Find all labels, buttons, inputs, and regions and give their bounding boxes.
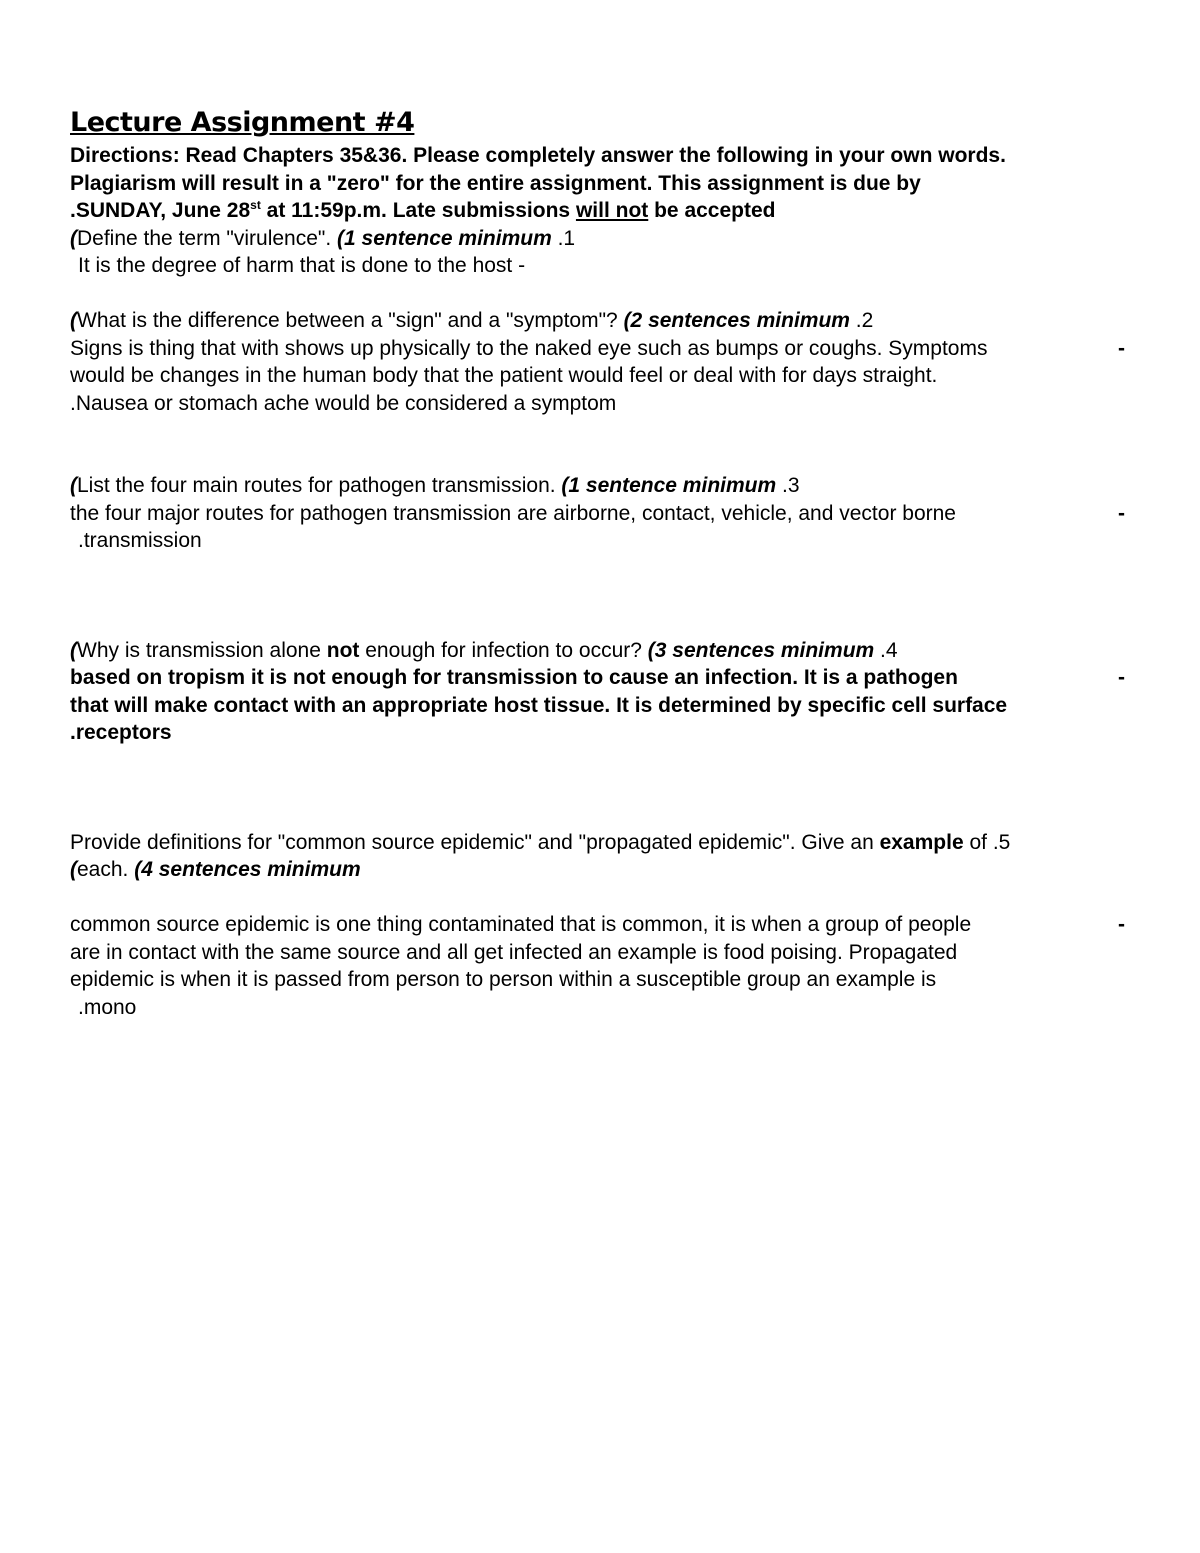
answer-3-dash: - [1118,501,1125,525]
q2-paren: ( [70,309,77,332]
q1-text: Define the term "virulence". [77,226,338,250]
q3-text: List the four main routes for pathogen transmission. [77,474,562,497]
answer-2-line-1 [70,335,1130,363]
answer-2-line-2: would be changes in the human body that the patient would feel or deal with for days straight. [70,364,938,387]
answer-5-line-2: are in contact with the same source and all get infected an example is food poising. Propagated [70,940,958,964]
question-2 [70,307,1130,335]
directions-line-1: Directions: Read Chapters 35&36. Please completely answer the following in your own words. [70,144,1006,167]
q2-text: What is the difference between a "sign" and a "symptom"? [77,309,624,332]
question-5-line-2 [70,856,1130,884]
question-5-line-1 [70,829,1130,857]
q4-min: (3 sentences minimum [647,638,875,662]
question-4 [70,637,1130,665]
question-3 [70,472,1130,500]
will-not-emphasis: will not [575,199,649,222]
accepted-text: be accepted [648,199,776,222]
answer-4-line-3: .receptors [70,721,172,744]
answer-4-line-1 [70,664,1130,692]
q4-paren: ( [70,638,77,662]
q1-paren: ( [70,226,77,250]
answer-5-dash: - [1118,913,1125,936]
q2-min: (2 sentences minimum [623,309,850,332]
answer-4-line-2: that will make contact with an appropriate host tissue. It is determined by specific cell surface [70,693,1008,717]
q3-number: .3 [776,474,800,497]
q3-paren: ( [70,474,77,497]
answer-3-line-1 [70,500,1130,528]
answer-5-line-1 [70,911,1130,939]
answer-2-dash: - [1118,336,1125,360]
answer-3-text-1: the four major routes for pathogen transmission are airborne, contact, vehicle, and vector borne [70,501,956,525]
q1-number: .1 [551,226,576,250]
date-suffix: st [250,198,261,212]
q5-text-b: of .5 [963,830,1011,854]
q4-text-b: enough for infection to occur? [359,638,648,662]
q4-text-a: Why is transmission alone [77,638,327,662]
answer-5-text-1: common source epidemic is one thing contaminated that is common, it is when a group of people [70,913,972,936]
q3-min: (1 sentence minimum [561,474,777,497]
page-title: Lecture Assignment #4 [70,107,415,138]
document-page [70,104,1130,1021]
q5-text-c: each. [77,858,135,881]
answer-2-text-1: Signs is thing that with shows up physically to the naked eye such as bumps or coughs. Symptoms [70,336,988,360]
q5-paren: ( [70,858,77,881]
directions-line-3 [70,197,1130,225]
q2-number: .2 [849,309,874,332]
q5-text-a: Provide definitions for "common source epidemic" and "propagated epidemic". Give an [70,830,880,854]
answer-5-line-3: epidemic is when it is passed from person to person within a susceptible group an example is [70,968,937,991]
due-date: .SUNDAY, June 28 [70,199,251,222]
answer-4-dash: - [1118,666,1125,689]
answer-4-text-1: based on tropism it is not enough for transmission to cause an infection. It is a pathogen [70,666,958,689]
q5-example-emphasis: example [879,830,964,854]
due-time: at 11:59p.m. Late submissions [260,199,576,222]
answer-3-line-2: .transmission [78,529,202,552]
q5-min: (4 sentences minimum [134,858,361,881]
q4-number: .4 [874,638,898,662]
directions-line-2: Plagiarism will result in a "zero" for the entire assignment. This assignment is due by [70,171,921,195]
answer-5-line-4: .mono [78,995,137,1019]
q4-not-emphasis: not [326,638,360,662]
answer-1: It is the degree of harm that is done to the host - [78,254,526,277]
answer-2-line-3: .Nausea or stomach ache would be considered a symptom [70,391,617,415]
question-1 [70,225,1130,253]
q1-min: (1 sentence minimum [337,226,552,250]
